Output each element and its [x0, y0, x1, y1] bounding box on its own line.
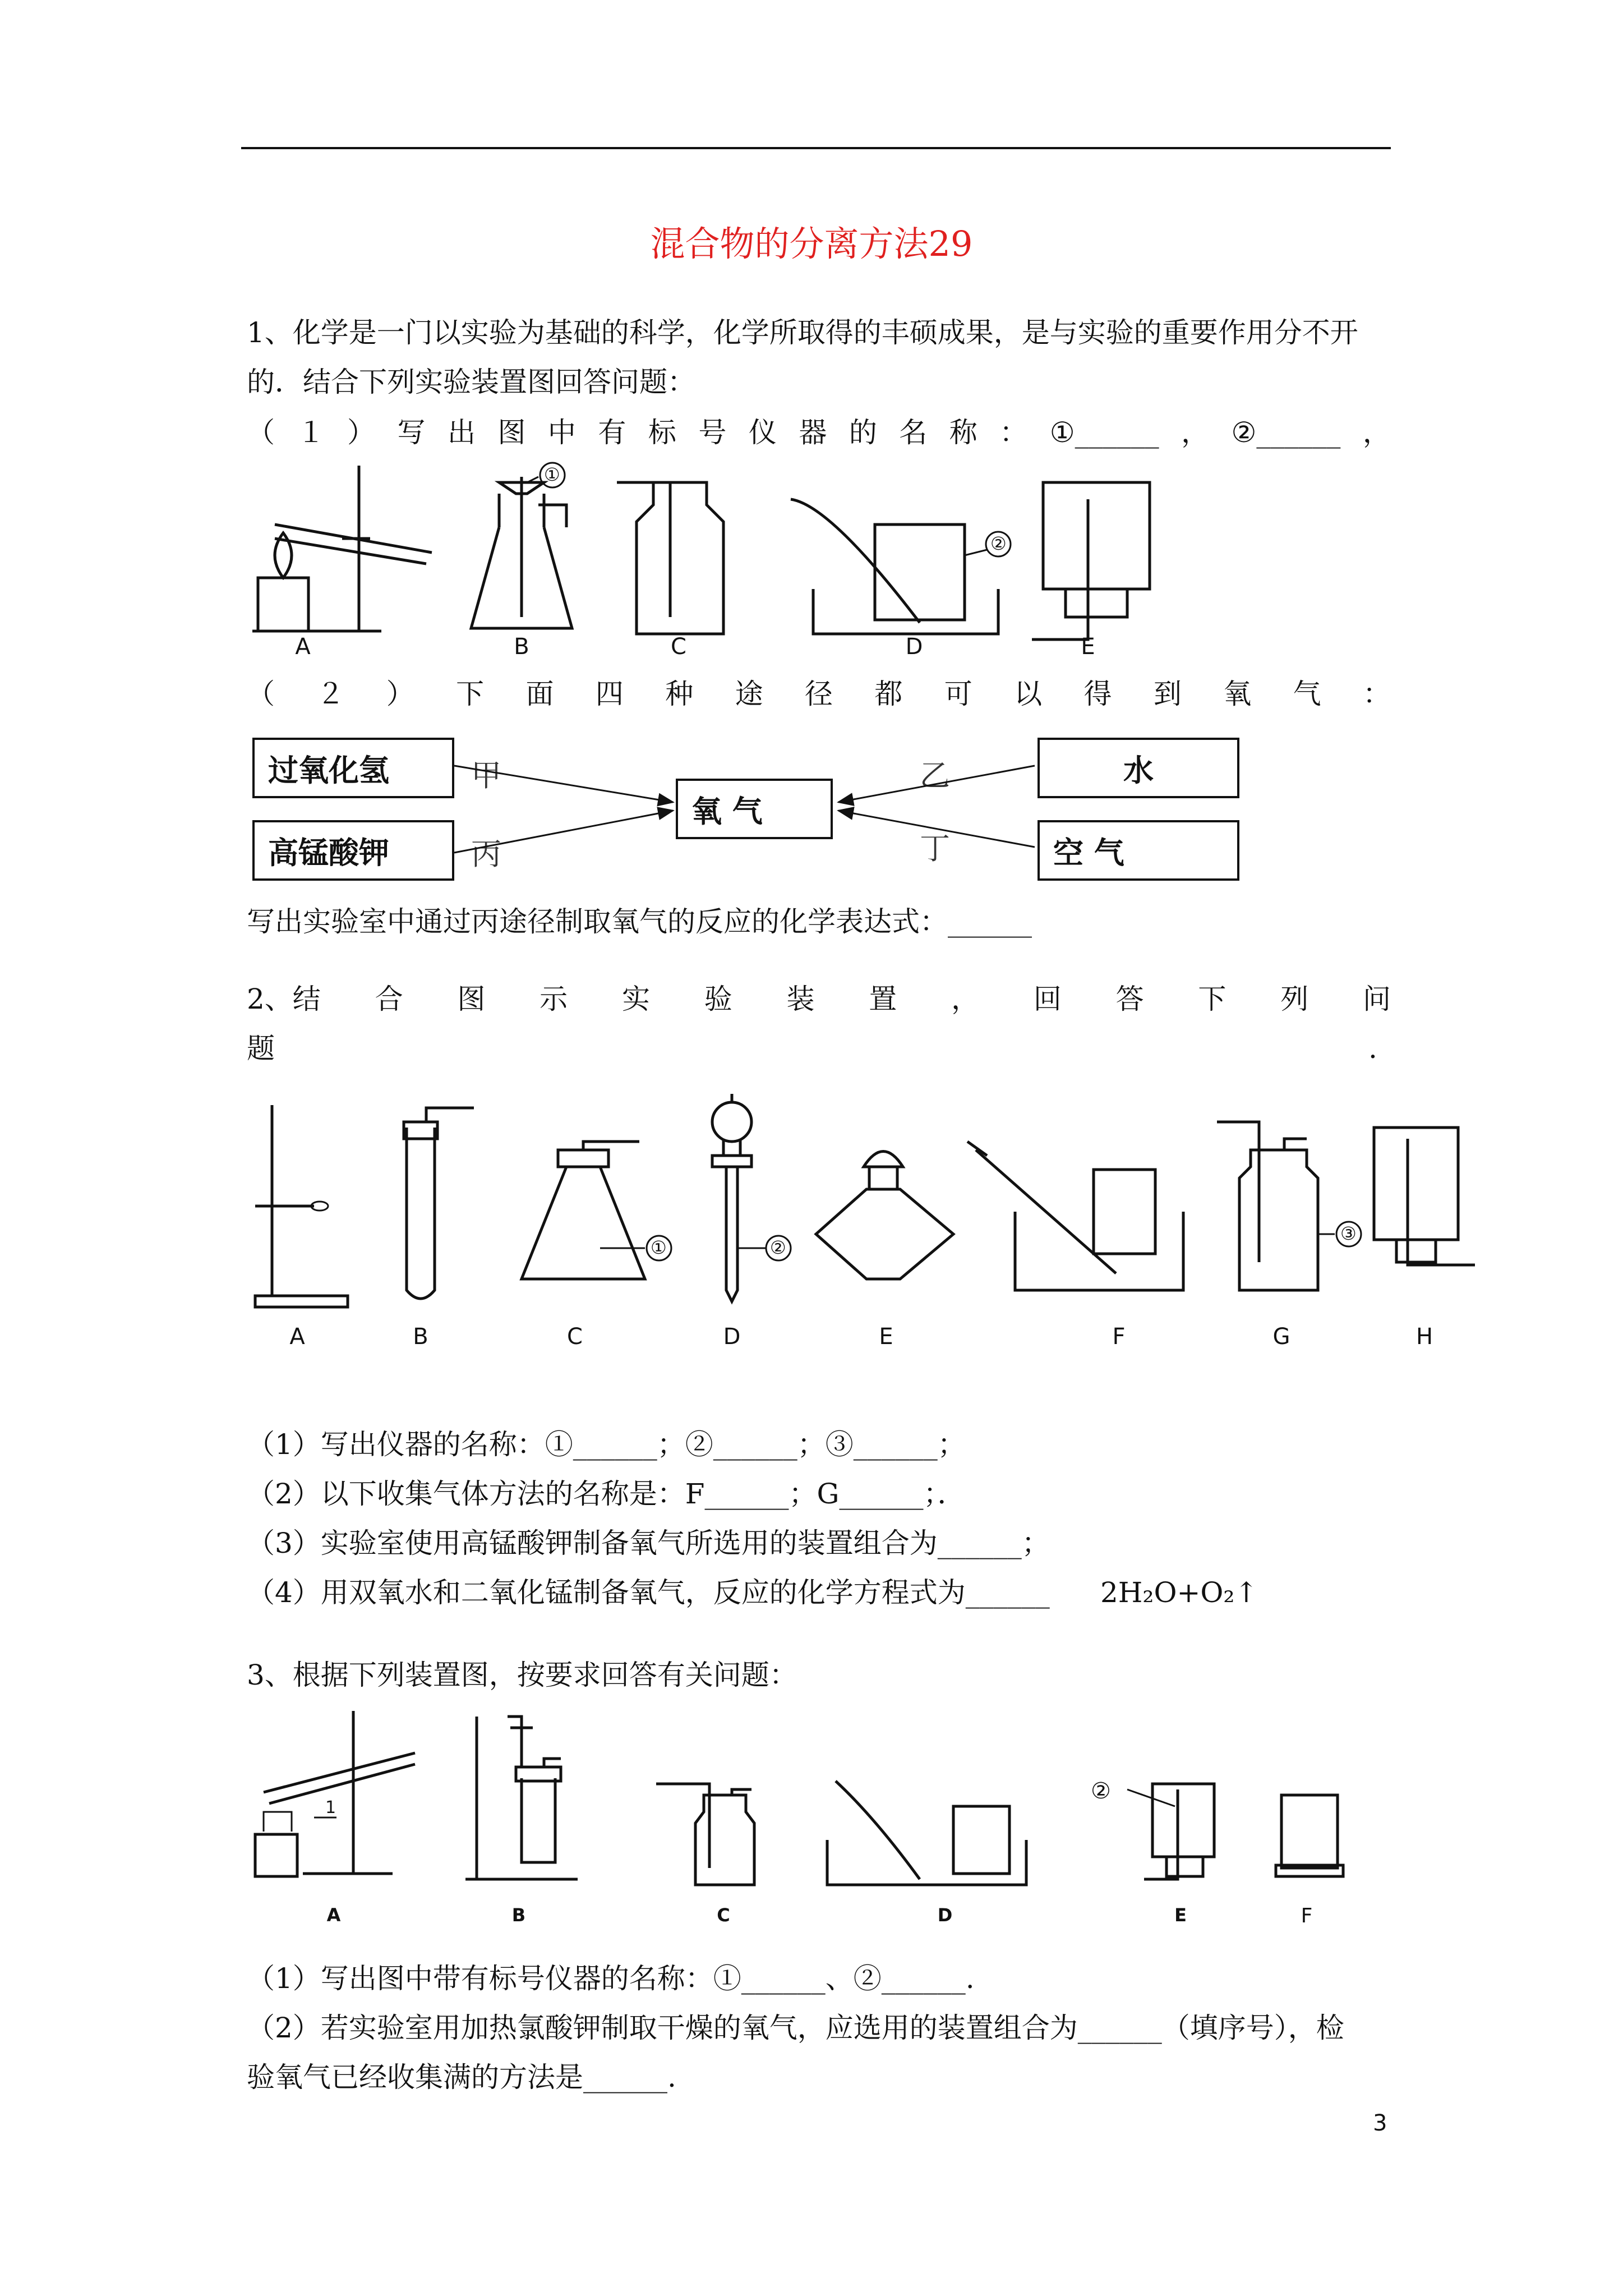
box-hydrogen-peroxide: 过氧化氢 — [252, 738, 454, 798]
page-number: 3 — [1373, 2110, 1387, 2136]
q1-line2: 的．结合下列实验装置图回答问题： — [247, 366, 695, 398]
q3-label-c: C — [717, 1904, 730, 1926]
q2-label-a: A — [289, 1324, 305, 1350]
q1-line3: 写出实验室中通过丙途径制取氧气的反应的化学表达式：______ — [247, 905, 1032, 938]
q2-line1: 2、结 合 图 示 实 验 装 置 ， 回 答 下 列 问 — [247, 983, 1391, 1015]
q2-label-f: F — [1112, 1324, 1126, 1350]
q2-label-b: B — [413, 1324, 428, 1350]
q3-sub2: （2）若实验室用加热氯酸钾制取干燥的氧气，应选用的装置组合为______（填序号），检 — [247, 2012, 1344, 2044]
q3-label-e: E — [1174, 1904, 1187, 1926]
q3-apparatus-a — [255, 1711, 415, 1876]
q2-mark-2: ② — [770, 1237, 786, 1258]
q2-sub1: （1）写出仪器的名称：①______；②______；③______； — [247, 1428, 966, 1461]
box-potassium-permanganate: 高锰酸钾 — [252, 820, 454, 881]
q2-label-g: G — [1272, 1324, 1290, 1350]
q3-label-d: D — [937, 1904, 953, 1926]
q3-apparatus-d — [827, 1781, 1026, 1885]
q2-label-d: D — [723, 1324, 741, 1350]
q1-label-d: D — [905, 634, 923, 660]
q1-sub2: （ ２ ） 下 面 四 种 途 径 都 可 以 得 到 氧 气 ： — [247, 678, 1391, 710]
q2-label-h: H — [1415, 1324, 1433, 1350]
q3-apparatus-c — [656, 1784, 754, 1885]
q2-sub2: （2）以下收集气体方法的名称是：F______；G______；． — [247, 1478, 966, 1510]
q2-sub3: （3）实验室使用高锰酸钾制备氧气所选用的装置组合为______； — [247, 1527, 1050, 1559]
q2-label-c: C — [567, 1324, 583, 1350]
q1-mark-2: ② — [990, 533, 1007, 554]
q3-sub3: 验氧气已经收集满的方法是______. — [247, 2061, 676, 2093]
q3-label-f: F — [1301, 1904, 1313, 1927]
page-title: 混合物的分离方法29 — [650, 223, 973, 264]
q2-sub4-equation: 2H₂O+O₂↑ — [1100, 1576, 1258, 1609]
q1-sub1: （ １ ） 写 出 图 中 有 标 号 仪 器 的 名 称 ： ①______ ， ②______ ， — [247, 416, 1391, 449]
q1-label-e: E — [1081, 634, 1095, 660]
q3-apparatus-f — [1276, 1795, 1343, 1876]
q3-label-a: A — [326, 1904, 341, 1926]
box-oxygen: 氧 气 — [676, 779, 833, 839]
q2-line2-period: . — [1368, 1032, 1377, 1065]
box-water: 水 — [1038, 738, 1239, 798]
q2-label-e: E — [879, 1324, 893, 1350]
route-ding: 丁 — [920, 831, 950, 866]
q1-line1: 1、化学是一门以实验为基础的科学，化学所取得的丰硕成果，是与实验的重要作用分不开 — [247, 316, 1358, 349]
route-bing: 丙 — [471, 836, 501, 872]
q1-mark-1: ① — [544, 464, 560, 485]
q3-label-b: B — [511, 1904, 526, 1926]
q2-mark-3: ③ — [1340, 1223, 1357, 1244]
q2-mark-1: ① — [651, 1237, 667, 1258]
q3-line1: 3、根据下列装置图，按要求回答有关问题： — [247, 1659, 797, 1691]
box-air: 空 气 — [1038, 820, 1239, 881]
q2-sub4: （4）用双氧水和二氧化锰制备氧气，反应的化学方程式为______ — [247, 1576, 1050, 1609]
q2-line2: 题 — [247, 1032, 275, 1065]
q3-mark-2: ② — [1091, 1778, 1111, 1804]
q1-label-c: C — [671, 634, 686, 660]
q3-mark-1: 1 — [325, 1798, 336, 1818]
q1-label-a: A — [295, 634, 311, 660]
q3-sub1: （1）写出图中带有标号仪器的名称：①______、②______. — [247, 1962, 975, 1995]
q3-apparatus-b — [465, 1717, 578, 1879]
route-yi: 乙 — [920, 758, 950, 793]
q3-apparatus-e — [1127, 1784, 1214, 1879]
route-jia: 甲 — [471, 758, 501, 793]
q1-label-b: B — [514, 634, 529, 660]
